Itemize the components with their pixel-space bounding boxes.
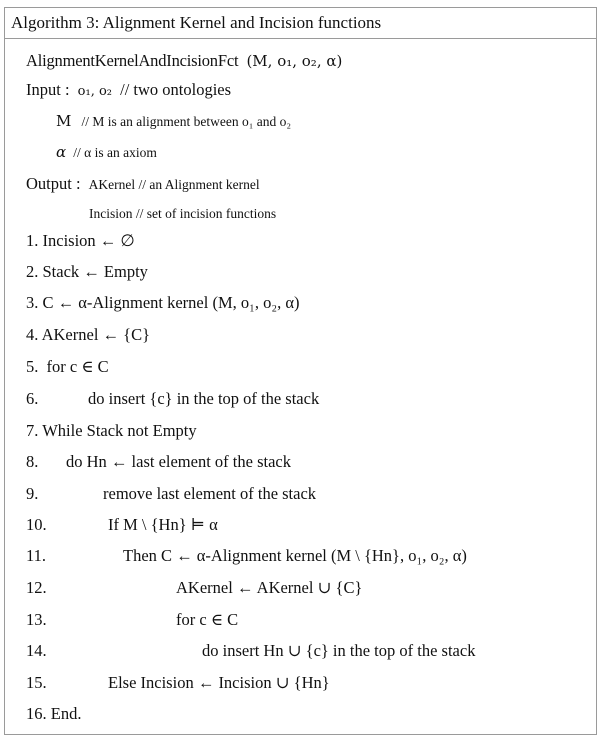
step-number: 8.: [26, 452, 39, 471]
step-number: 14.: [26, 641, 47, 660]
step-4: [26, 325, 150, 345]
algorithm-title: Algorithm 3: Alignment Kernel and Incision functions: [11, 13, 382, 32]
step-text: AKernel ← AKernel ∪ {C}: [176, 578, 363, 597]
step-number: 5.: [26, 357, 39, 376]
step-5: [26, 357, 109, 377]
step-number: 10.: [26, 515, 47, 534]
step-1: [26, 231, 135, 251]
step-text: End.: [50, 704, 82, 723]
step-number: 15.: [26, 673, 47, 692]
input-label: Input :: [26, 80, 70, 99]
input-m-var: M: [56, 112, 72, 130]
step-text: If M \ {Hn} ⊨ α: [108, 515, 218, 534]
input-vars: o₁, o₂: [77, 84, 113, 99]
input-alpha-comment: // α is an axiom: [73, 145, 157, 160]
output-incision-line: [89, 203, 276, 224]
output-line: [26, 174, 260, 195]
step-number: 3.: [26, 293, 39, 312]
step-number: 2.: [26, 262, 39, 281]
input-m-comment: // M is an alignment between o₁ and o₂: [81, 114, 292, 129]
step-text: do insert {c} in the top of the stack: [88, 389, 320, 408]
step-number: 13.: [26, 610, 47, 629]
step-text: do insert Hn ∪ {c} in the top of the stack: [202, 641, 476, 660]
output-akernel: AKernel // an Alignment kernel: [88, 177, 260, 192]
step-text: do Hn ← last element of the stack: [66, 452, 291, 471]
output-label: Output :: [26, 174, 81, 193]
step-number: 9.: [26, 484, 39, 503]
step-7: [26, 421, 197, 441]
step-number: 11.: [26, 546, 47, 565]
step-text: for c ∈ C: [46, 357, 109, 376]
step-text: AKernel ← {C}: [41, 325, 150, 344]
input-m-line: [56, 111, 291, 132]
function-signature: [26, 51, 342, 71]
step-number: 1.: [26, 231, 39, 250]
step-text: for c ∈ C: [176, 610, 239, 629]
input-comment: // two ontologies: [120, 80, 232, 99]
step-2: [26, 262, 148, 282]
algorithm-header: [5, 8, 596, 39]
step-number: 16.: [26, 704, 47, 723]
step-text: Incision ← ∅: [42, 231, 135, 250]
step-text: remove last element of the stack: [103, 484, 317, 503]
output-incision: Incision // set of incision functions: [89, 206, 277, 221]
step-number: 7.: [26, 421, 39, 440]
step-text: C ← α-Alignment kernel (M, o₁, o₂, α): [42, 293, 300, 312]
step-3: [26, 293, 300, 313]
input-alpha-var: α: [56, 143, 67, 161]
input-alpha-line: [56, 142, 157, 163]
step-text: Else Incision ← Incision ∪ {Hn}: [108, 673, 330, 692]
input-line: [26, 80, 231, 102]
step-text: Then C ← α-Alignment kernel (M \ {Hn}, o₁, o₂, α): [123, 546, 467, 565]
step-number: 6.: [26, 389, 39, 408]
step-number: 4.: [26, 325, 39, 344]
step-text: Stack ← Empty: [42, 262, 148, 281]
step-text: While Stack not Empty: [42, 421, 197, 440]
function-name: AlignmentKernelAndIncisionFct: [26, 51, 239, 70]
step-16: [26, 704, 81, 724]
step-number: 12.: [26, 578, 47, 597]
function-args: (M, o₁, o₂, α): [246, 52, 343, 70]
